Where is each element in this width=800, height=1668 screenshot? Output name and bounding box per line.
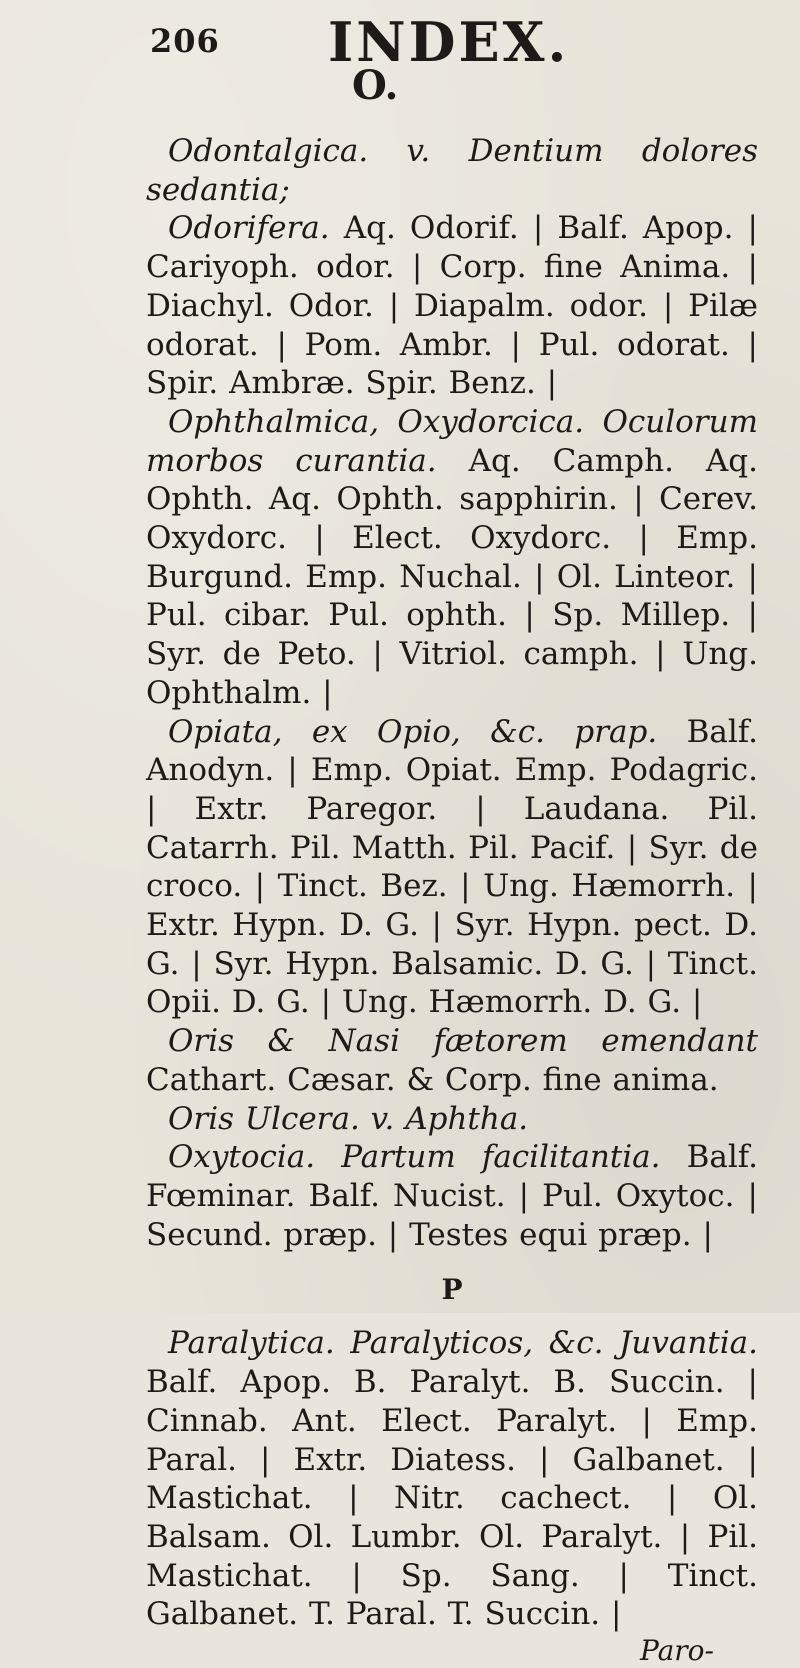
section-letter-o: O. bbox=[352, 62, 399, 109]
index-entry bbox=[146, 403, 758, 713]
entry-term: Opiata, ex Opio, &c. prap. bbox=[168, 713, 658, 750]
entry-term: Oxytocia. Partum facilitantia. bbox=[168, 1139, 661, 1176]
index-entry bbox=[146, 1138, 758, 1254]
index-entry bbox=[146, 1100, 758, 1139]
page-header bbox=[0, 0, 800, 109]
entry-text: Cathart. Cæsar. & Corp. fine anima. bbox=[146, 1061, 719, 1098]
entry-text: Aq. Camph. Aq. Ophth. Aq. Ophth. sapphirin. | Cerev. Oxydorc. | Elect. Oxydorc. | Emp. Burgund. Emp. Nuchal. | Ol. Linteor. | Pul. cibar. Pul. ophth. | Sp. Millep. | Syr. de Peto. | Vitriol. camph. | Ung. Ophthalm. | bbox=[146, 442, 759, 711]
running-title: INDEX. bbox=[328, 10, 570, 74]
entry-term: Odontalgica. v. Dentium dolores sedantia; bbox=[146, 133, 758, 208]
section-letter-p: P bbox=[441, 1273, 463, 1307]
entry-term: Ophthalmica, Oxydorcica. Oculorum morbos curantia. bbox=[146, 403, 758, 479]
entry-term: Odorifera. bbox=[168, 210, 330, 247]
entry-text: Balf. Fœminar. Balf. Nucist. | Pul. Oxytoc. | Secund. præp. | Testes equi præp. | bbox=[146, 1139, 758, 1253]
entry-text: Aq. Odorif. | Balf. Apop. | Cariyoph. odor. | Corp. fine Anima. | Diachyl. Odor. | Diapalm. odor. | Pilæ odorat. | Pom. Ambr. | Pul. odorat. | Spir. Ambræ. Spir. Benz. | bbox=[146, 210, 758, 402]
catchword: Paro- bbox=[640, 1634, 714, 1668]
index-entry bbox=[146, 1022, 758, 1099]
entry-term: Oris & Nasi fætorem emendant bbox=[168, 1023, 758, 1060]
index-entry bbox=[146, 713, 758, 1023]
index-entry bbox=[146, 1324, 758, 1634]
index-entry bbox=[146, 132, 758, 209]
index-entry bbox=[146, 209, 758, 403]
index-content bbox=[146, 132, 758, 1668]
entry-text: Balf. Anodyn. | Emp. Opiat. Emp. Podagric. | Extr. Paregor. | Laudana. Pil. Catarrh. Pil. Matth. Pil. Pacif. | Syr. de croco. | Tinct. Bez. | Ung. Hæmorrh. | Extr. Hypn. D. G. | Syr. Hypn. pect. D. G. | Syr. Hypn. Balsamic. D. G. | Tinct. Opii. D. G. | Ung. Hæmorrh. D. G. | bbox=[146, 713, 759, 1021]
page-number: 206 bbox=[150, 22, 220, 60]
entry-text: Balf. Apop. B. Paralyt. B. Succin. | Cinnab. Ant. Elect. Paralyt. | Emp. Paral. | Extr. Diatess. | Galbanet. | Mastichat. | Nitr. cachect. | Ol. Balsam. Ol. Lumbr. Ol. Paralyt. | Pil. Mastichat. | Sp. Sang. | Tinct. Galbanet. T. Paral. T. Succin. | bbox=[146, 1364, 758, 1633]
entry-term: Paralytica. Paralyticos, &c. Juvantia. bbox=[168, 1325, 758, 1362]
entry-term: Oris Ulcera. v. Aphtha. bbox=[168, 1100, 529, 1137]
